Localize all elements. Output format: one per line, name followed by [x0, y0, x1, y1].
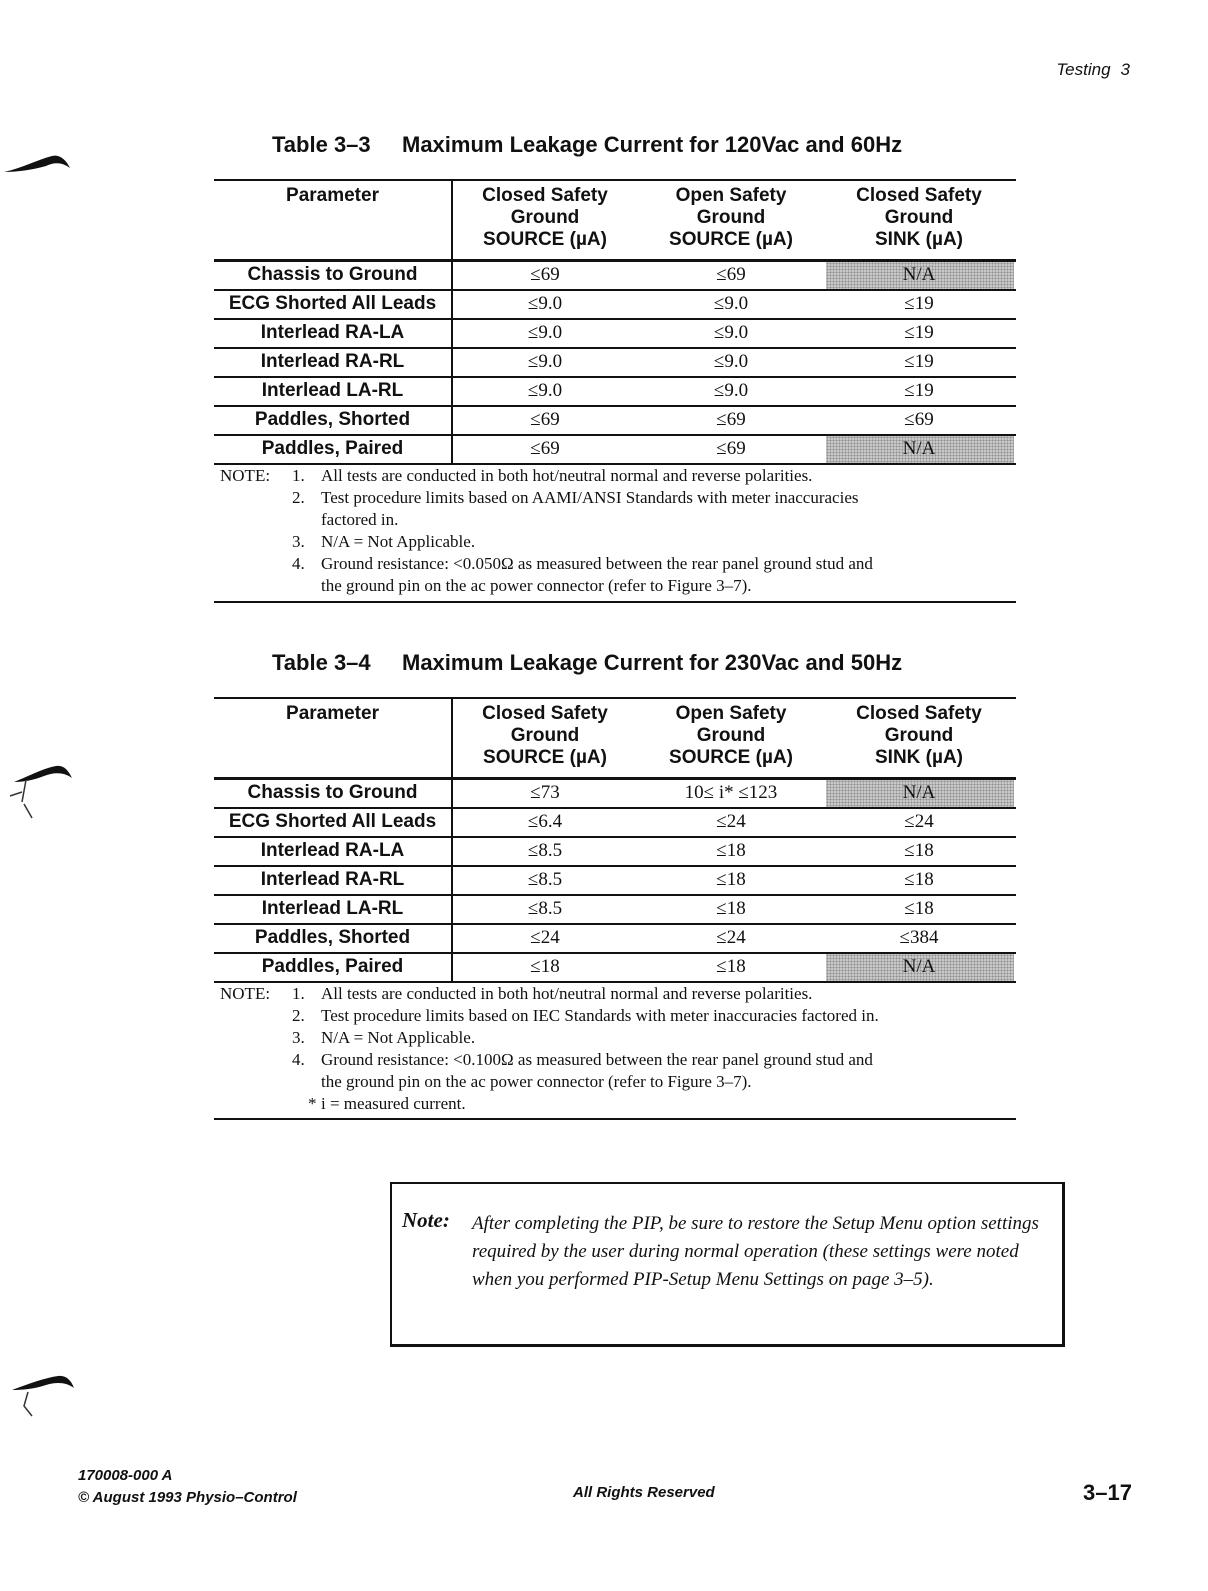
note-box [390, 1182, 1065, 1347]
cell-value: ≤24 [716, 927, 746, 948]
margin-bird-icon [4, 762, 74, 822]
table-row [214, 894, 1016, 923]
table-3-3-notes [220, 465, 1016, 597]
column-header-open-source: Open Safety Ground SOURCE (µA) [669, 185, 793, 250]
cell-value: ≤18 [716, 840, 746, 861]
cell-value: ≤69 [530, 264, 560, 285]
note-lead: NOTE: [220, 466, 271, 485]
table-number: Table 3–3 [272, 132, 371, 157]
row-parameter: Interlead RA-LA [260, 322, 405, 343]
note-number: 3. [292, 1028, 305, 1047]
running-head-chapter: 3 [1120, 60, 1130, 79]
note-number: 2. [292, 1006, 305, 1025]
note-text: Ground resistance: <0.100Ω as measured between the rear panel ground stud and [321, 1050, 873, 1069]
cell-value: ≤9.0 [713, 293, 749, 314]
row-parameter: Interlead RA-LA [260, 840, 405, 861]
note-text: N/A = Not Applicable. [321, 1028, 476, 1047]
footer-left [78, 1465, 297, 1509]
cell-value: ≤6.4 [527, 811, 563, 832]
note-number: 1. [292, 466, 305, 485]
table-header [214, 697, 1016, 777]
table-3-3-title [272, 132, 902, 158]
row-parameter: Chassis to Ground [247, 782, 418, 803]
column-header-closed-sink: Closed Safety Ground SINK (µA) [856, 185, 982, 250]
cell-value: N/A [902, 264, 936, 285]
row-parameter: Interlead RA-RL [260, 351, 405, 372]
cell-value: ≤73 [530, 782, 560, 803]
doc-number: 170008-000 A [78, 1467, 173, 1484]
row-parameter: ECG Shorted All Leads [228, 293, 437, 314]
row-parameter: Paddles, Paired [261, 438, 404, 459]
cell-value: ≤9.0 [527, 293, 563, 314]
column-header-closed-source: Closed Safety Ground SOURCE (µA) [482, 185, 608, 250]
column-header-closed-sink: Closed Safety Ground SINK (µA) [856, 703, 982, 768]
cell-value: ≤9.0 [527, 351, 563, 372]
table-row [214, 434, 1016, 465]
cell-value: ≤69 [530, 438, 560, 459]
column-header-parameter: Parameter [286, 185, 379, 206]
cell-value: ≤69 [904, 409, 934, 430]
cell-value: ≤9.0 [527, 322, 563, 343]
table-3-4-title [272, 650, 902, 676]
note-text: All tests are conducted in both hot/neutral normal and reverse polarities. [321, 466, 813, 485]
note-lead: NOTE: [220, 984, 271, 1003]
table-row [214, 318, 1016, 347]
cell-value: ≤24 [716, 811, 746, 832]
cell-value: ≤18 [716, 898, 746, 919]
cell-value: ≤19 [904, 351, 934, 372]
cell-value: N/A [902, 782, 936, 803]
cell-value: ≤8.5 [527, 869, 563, 890]
cell-value: ≤24 [530, 927, 560, 948]
cell-value: ≤8.5 [527, 898, 563, 919]
margin-bird-icon [2, 150, 72, 180]
margin-bird-icon [8, 1372, 78, 1422]
note-number: 4. [292, 1050, 305, 1069]
table-3-4 [214, 697, 1016, 983]
note-number: 3. [292, 532, 305, 551]
cell-value: ≤18 [904, 869, 934, 890]
note-text: N/A = Not Applicable. [321, 532, 476, 551]
table-row [214, 836, 1016, 865]
copyright: © August 1993 Physio–Control [78, 1489, 297, 1506]
column-header-open-source: Open Safety Ground SOURCE (µA) [669, 703, 793, 768]
row-parameter: Chassis to Ground [247, 264, 418, 285]
rights-notice: All Rights Reserved [573, 1484, 715, 1501]
cell-value: N/A [902, 438, 936, 459]
note-text: factored in. [321, 510, 399, 529]
column-header-parameter: Parameter [286, 703, 379, 724]
note-number: * [308, 1094, 317, 1113]
note-number: 4. [292, 554, 305, 573]
cell-value: ≤19 [904, 293, 934, 314]
running-head [1056, 60, 1130, 80]
row-parameter: Interlead LA-RL [261, 380, 404, 401]
cell-value: ≤9.0 [713, 380, 749, 401]
note-text: Ground resistance: <0.050Ω as measured between the rear panel ground stud and [321, 554, 873, 573]
note-number: 2. [292, 488, 305, 507]
table-number: Table 3–4 [272, 650, 371, 675]
note-text: Test procedure limits based on AAMI/ANSI Standards with meter inaccuracies [321, 488, 859, 507]
table-row [214, 259, 1016, 289]
table-caption: Maximum Leakage Current for 120Vac and 60Hz [402, 132, 903, 157]
table-row [214, 777, 1016, 807]
row-parameter: Paddles, Shorted [254, 409, 411, 430]
cell-value: ≤384 [899, 927, 939, 948]
cell-value: ≤69 [716, 409, 746, 430]
table-3-4-bottom-rule [214, 1118, 1016, 1120]
cell-value: ≤19 [904, 322, 934, 343]
cell-value: ≤18 [530, 956, 560, 977]
note-text: the ground pin on the ac power connector (refer to Figure 3–7). [321, 1072, 752, 1091]
cell-value: ≤18 [904, 898, 934, 919]
cell-value: ≤9.0 [713, 322, 749, 343]
table-3-4-notes [220, 983, 1016, 1115]
cell-value: ≤24 [904, 811, 934, 832]
table-row [214, 289, 1016, 318]
note-number: 1. [292, 984, 305, 1003]
note-text: After completing the PIP, be sure to restore the Setup Menu option settings required by the user during normal operation (these settings were noted when you performed PIP-Setup Menu Settings on page 3–5). [472, 1213, 1039, 1290]
row-parameter: Paddles, Shorted [254, 927, 411, 948]
note-text: the ground pin on the ac power connector (refer to Figure 3–7). [321, 576, 752, 595]
table-row [214, 347, 1016, 376]
table-row [214, 865, 1016, 894]
note-label: Note: [402, 1208, 450, 1232]
table-3-3-bottom-rule [214, 601, 1016, 603]
cell-value: ≤18 [904, 840, 934, 861]
cell-value: ≤69 [716, 264, 746, 285]
page-number: 3–17 [1083, 1480, 1132, 1505]
cell-value: ≤18 [716, 956, 746, 977]
cell-value: ≤19 [904, 380, 934, 401]
cell-value: ≤8.5 [527, 840, 563, 861]
cell-value: N/A [902, 956, 936, 977]
table-3-3 [214, 179, 1016, 465]
row-parameter: Interlead LA-RL [261, 898, 404, 919]
table-row [214, 923, 1016, 952]
table-row [214, 807, 1016, 836]
table-row [214, 376, 1016, 405]
table-header [214, 179, 1016, 259]
row-parameter: Paddles, Paired [261, 956, 404, 977]
cell-value: ≤9.0 [527, 380, 563, 401]
cell-value: ≤69 [716, 438, 746, 459]
table-row [214, 952, 1016, 983]
running-head-section: Testing [1056, 60, 1111, 79]
cell-value: ≤69 [530, 409, 560, 430]
cell-value: ≤9.0 [713, 351, 749, 372]
cell-value: 10≤ i* ≤123 [684, 782, 778, 803]
note-text: All tests are conducted in both hot/neutral normal and reverse polarities. [321, 984, 813, 1003]
table-row [214, 405, 1016, 434]
note-text: i = measured current. [321, 1094, 466, 1113]
row-parameter: ECG Shorted All Leads [228, 811, 437, 832]
row-parameter: Interlead RA-RL [260, 869, 405, 890]
note-text: Test procedure limits based on IEC Standards with meter inaccuracies factored in. [321, 1006, 879, 1025]
cell-value: ≤18 [716, 869, 746, 890]
table-caption: Maximum Leakage Current for 230Vac and 50Hz [402, 650, 903, 675]
column-header-closed-source: Closed Safety Ground SOURCE (µA) [482, 703, 608, 768]
